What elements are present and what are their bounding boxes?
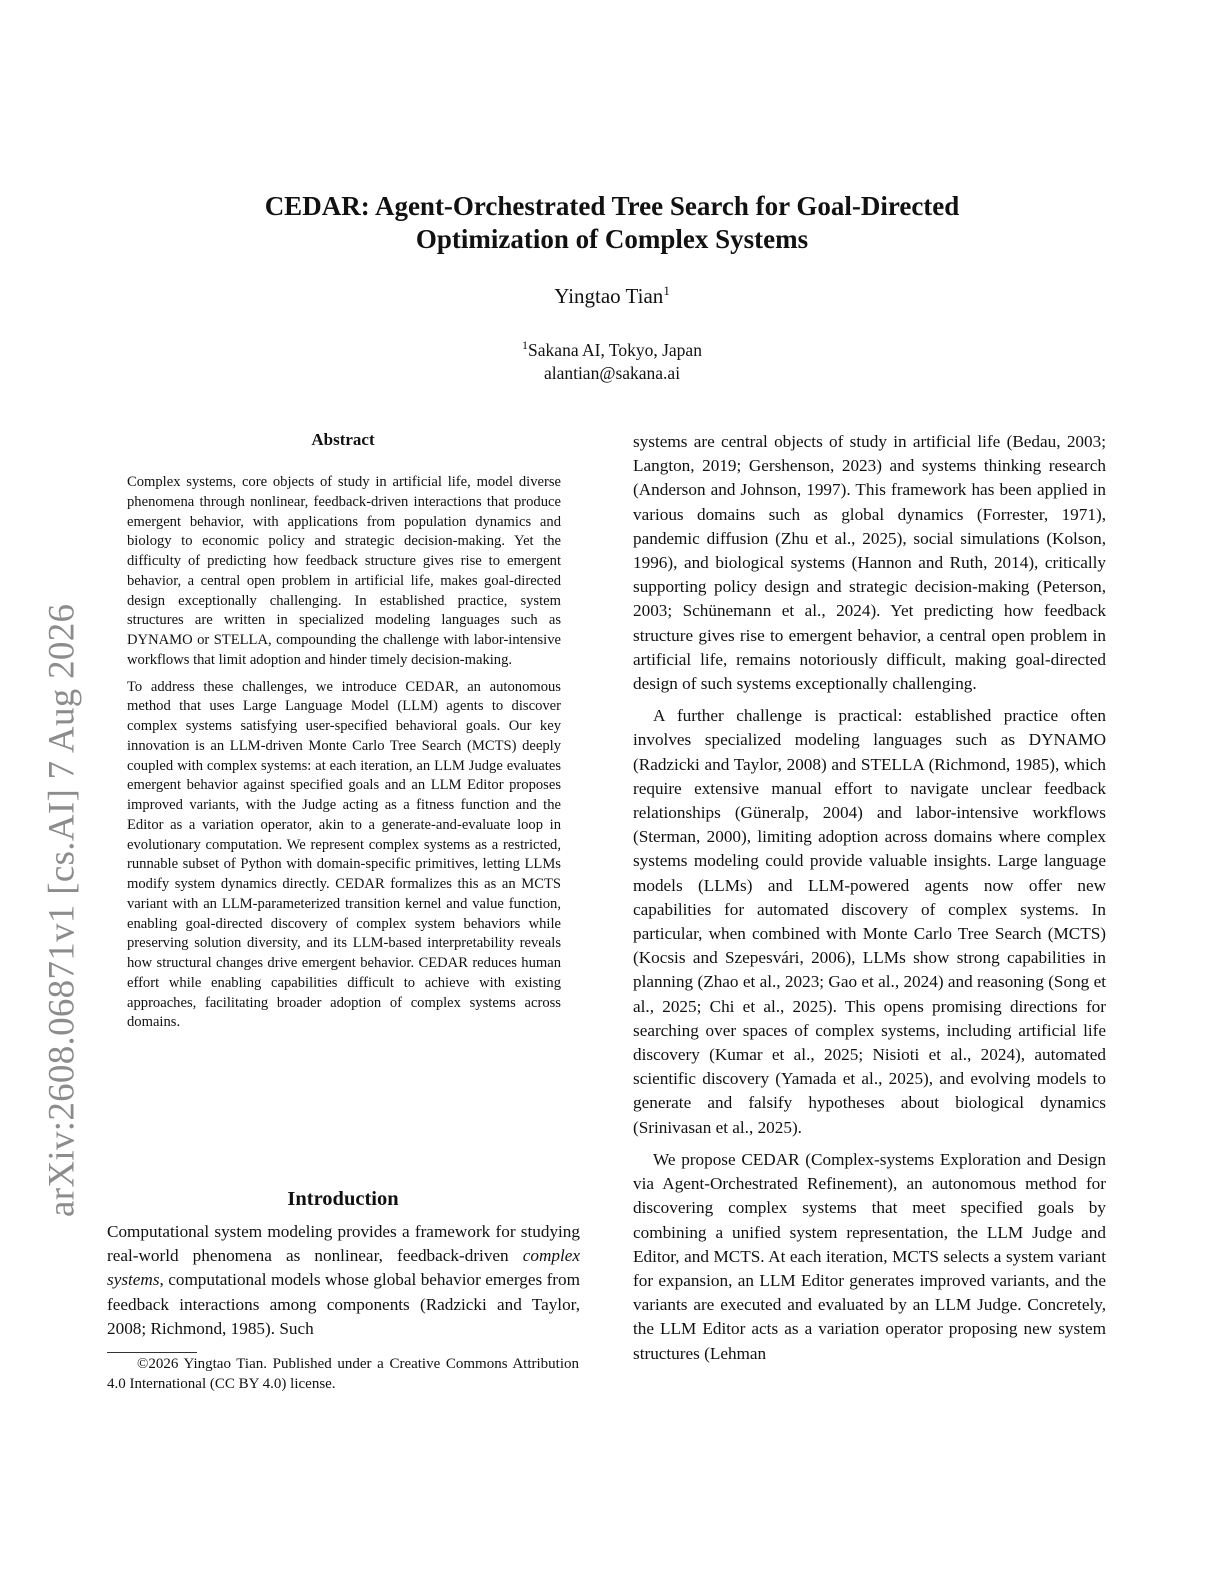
introduction-column-2	[633, 430, 1106, 1374]
introduction-heading: Introduction	[287, 1188, 399, 1210]
author-email: alantian@sakana.ai	[543, 362, 681, 383]
abstract-body	[127, 473, 561, 1040]
affiliation-mark: 1	[522, 338, 529, 352]
footnote-divider	[107, 1352, 197, 1353]
abstract-heading: Abstract	[311, 430, 375, 449]
abstract-paragraph-1: Complex systems, core objects of study in artificial life, model diverse phenomena through nonlinear, feedback-driven interactions that produce emergent behavior, with applications from population dynamics and biology to economic policy and strategic decision-making. Yet the difficulty of predicting how feedback structure gives rise to emergent behavior, a central open problem in artificial life, makes goal-directed design exceptionally challenging. In established practice, system structures are written in specialized modeling languages such as DYNAMO or STELLA, compounding the challenge with labor-intensive workflows that limit adoption and hinder timely decision-making.	[127, 474, 561, 668]
author-name: Yingtao Tian	[554, 284, 664, 308]
footnote-text: ©2026 Yingtao Tian. Published under a Creative Commons Attribution 4.0 International (CC BY 4.0) license.	[107, 1356, 579, 1392]
introduction-paragraph-3: We propose CEDAR (Complex-systems Exploration and Design via Agent-Orchestrated Refinement), an autonomous method for discovering complex systems that meet specified goals by combining a unified system representation, the LLM Judge and Editor, and MCTS. At each iteration, MCTS selects a system variant for expansion, an LLM Editor generates improved variants, and the variants are executed and evaluated by an LLM Judge. Concretely, the LLM Editor acts as a variation operator proposing new system structures (Lehman	[633, 1149, 1106, 1363]
title-line-1: CEDAR: Agent-Orchestrated Tree Search for Goal-Directed	[264, 191, 960, 221]
intro-text-start: Computational system modeling provides a framework for studying real-world phenomena as nonlinear, feedback-driven	[107, 1222, 580, 1266]
affiliation-line	[312, 334, 912, 362]
intro-emphasis: complex systems	[107, 1246, 580, 1290]
copyright-footnote	[107, 1355, 579, 1394]
author-line	[312, 283, 912, 309]
introduction-column-1	[107, 1220, 580, 1341]
introduction-continued-paragraph: systems are central objects of study in artificial life (Bedau, 2003; Langton, 2019; Gershenson, 2023) and systems thinking research (Anderson and Johnson, 1997). This framework has been applied in various domains such as global dynamics (Forrester, 1971), pandemic diffusion (Zhu et al., 2025), social simulations (Kolson, 1996), and biological systems (Hannon and Ruth, 2014), critically supporting policy design and strategic decision-making (Peterson, 2003; Schünemann et al., 2024). Yet predicting how feedback structure gives rise to emergent behavior, a central open problem in artificial life, remains notoriously difficult, making goal-directed design of such systems exceptionally challenging.	[633, 432, 1106, 694]
abstract-paragraph-2: To address these challenges, we introduce CEDAR, an autonomous method that uses Large Language Model (LLM) agents to discover complex systems satisfying user-specified behavioral goals. Our key innovation is an LLM-driven Monte Carlo Tree Search (MCTS) deeply coupled with complex systems: at each iteration, an LLM Judge evaluates emergent behavior against specified goals and an LLM Editor proposes improved variants, with the Judge acting as a fitness function and the Editor as a variation operator, akin to a generate-and-evaluate loop in evolutionary computation. We represent complex systems as a restricted, runnable subset of Python with domain-specific primitives, letting LLMs modify system dynamics directly. CEDAR formalizes this as an MCTS variant with an LLM-parameterized transition kernel and value function, enabling goal-directed discovery of complex system behaviors while preserving solution diversity, and its LLM-based interpretability reveals how structural changes drive emergent behavior. CEDAR reduces human effort while enabling capabilities difficult to achieve with existing approaches, facilitating broader adoption of complex systems across domains.	[127, 678, 561, 1031]
author-affiliation-mark: 1	[663, 283, 670, 298]
paper-title	[160, 190, 1064, 256]
affiliation-org: Sakana AI, Tokyo, Japan	[528, 339, 702, 360]
arxiv-identifier-stamp: arXiv:2608.06871v1 [cs.AI] 7 Aug 2026	[41, 603, 83, 1217]
introduction-paragraph-1	[107, 1220, 580, 1341]
title-line-2: Optimization of Complex Systems	[415, 224, 809, 254]
introduction-paragraph-2: A further challenge is practical: established practice often involves specialized modeling languages such as DYNAMO (Radzicki and Taylor, 2008) and STELLA (Richmond, 1985), which require extensive manual effort to navigate unclear feedback relationships (Güneralp, 2004) and labor-intensive workflows (Sterman, 2000), limiting adoption across domains where complex systems modeling could provide valuable insights. Large language models (LLMs) and LLM-powered agents now offer new capabilities for automated discovery of complex systems. In particular, when combined with Monte Carlo Tree Search (MCTS) (Kocsis and Szepesvári, 2006), LLMs show strong capabilities in planning (Zhao et al., 2023; Gao et al., 2024) and reasoning (Song et al., 2025; Chi et al., 2025). This opens promising directions for searching over spaces of complex systems, including artificial life discovery (Kumar et al., 2025; Nisioti et al., 2024), automated scientific discovery (Yamada et al., 2025), and evolving models to generate and falsify hypotheses about biological dynamics (Srinivasan et al., 2025).	[633, 706, 1106, 1137]
affiliation-block	[312, 334, 912, 385]
intro-text-end: , computational models whose global behavior emerges from feedback interactions among components (Radzicki and Taylor, 2008; Richmond, 1985). Such	[107, 1270, 580, 1338]
